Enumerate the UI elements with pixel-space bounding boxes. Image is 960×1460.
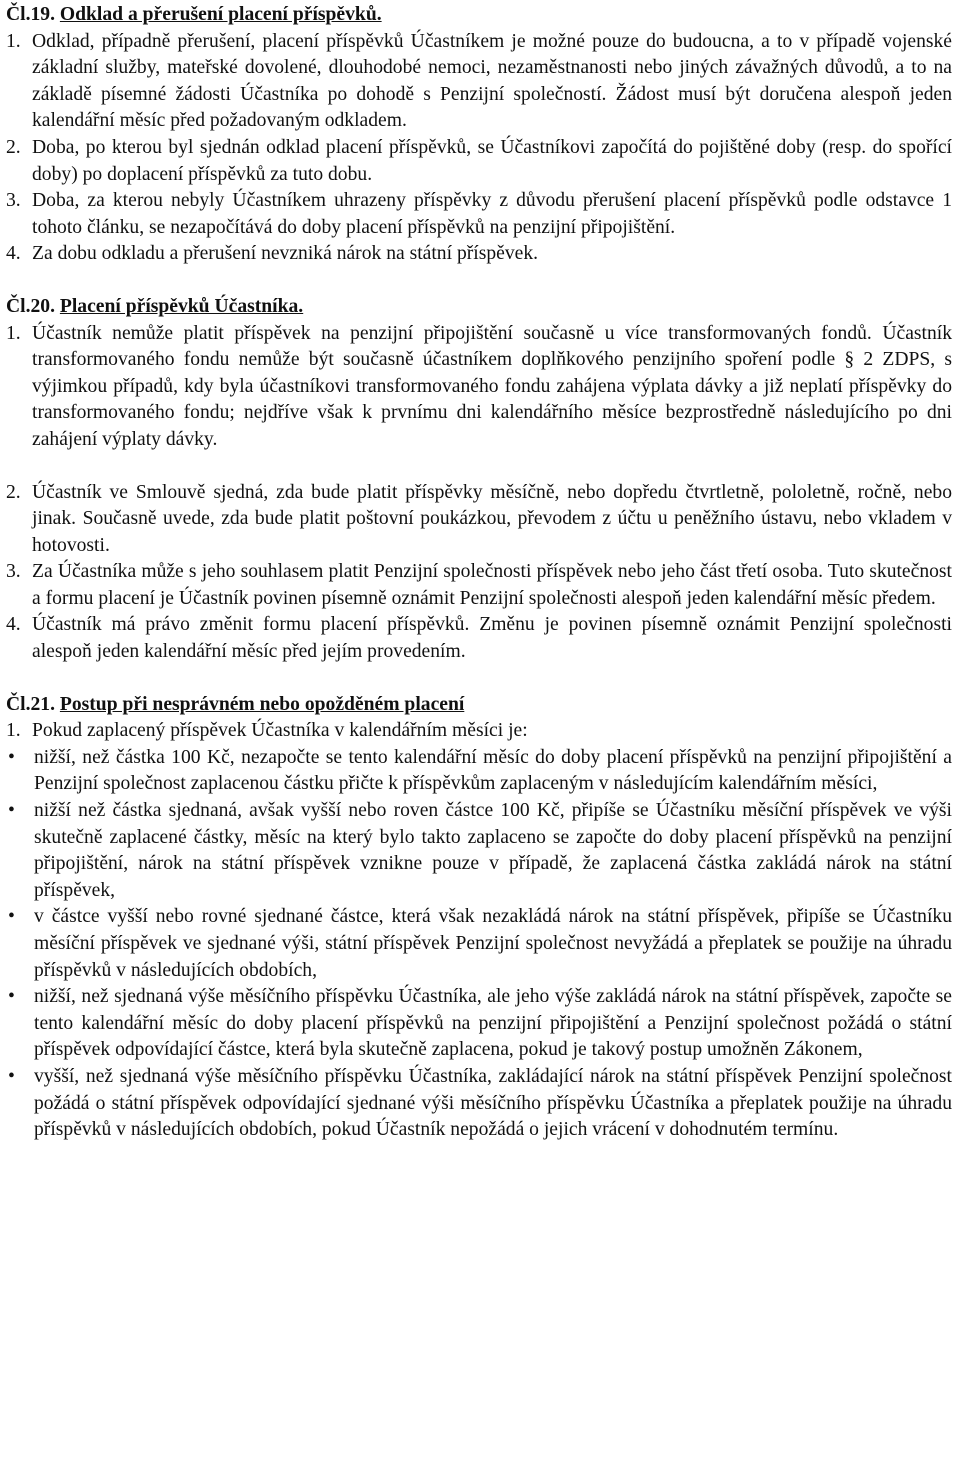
paragraph-number: 1. <box>6 720 21 742</box>
paragraph-text: Doba, za kterou nebyly Účastníkem uhrazeny příspěvky z důvodu přerušení placení příspěvků podle odstavce 1 tohoto článku, se nezapočítává do doby placení příspěvků na penzijní připojištění. <box>32 190 952 238</box>
paragraph <box>6 559 952 612</box>
paragraph <box>6 241 952 268</box>
article-title: Postup při nesprávném nebo opožděném placení <box>59 693 465 715</box>
list-item <box>6 745 952 798</box>
bullet-list <box>6 745 952 1144</box>
bullet-icon: • <box>8 986 15 1008</box>
paragraph-text: Pokud zaplacený příspěvek Účastníka v kalendářním měsíci je: <box>32 720 528 742</box>
paragraph-number: 4. <box>6 614 21 636</box>
article-19 <box>6 2 952 268</box>
bullet-icon: • <box>8 746 15 768</box>
bullet-icon: • <box>8 800 15 822</box>
paragraph-number: 3. <box>6 190 21 212</box>
list-item-text: nižší než částka sjednaná, avšak vyšší nebo roven částce 100 Kč, připíše se Účastníku měsíční příspěvek ve výši skutečně zaplacené částky, měsíc na který bylo takto zaplaceno se započte do doby placení příspěvků na penzijní připojištění, nárok na státní příspěvek vznikne pouze v případě, že zaplacená částka zakládá nárok na státní příspěvek, <box>34 800 952 901</box>
article-title: Odklad a přerušení placení příspěvků. <box>59 4 382 25</box>
paragraph-number: 3. <box>6 561 21 583</box>
paragraph-text: Účastník nemůže platit příspěvek na penzijní připojištění současně u více transformovaných fondů. Účastník transformovaného fondu nemůže být současně účastníkem doplňkového penzijního spoření podle § 2 ZDPS, s výjimkou případů, kdy byla účastníkovi transformovaného fondu zahájena výplata dávky a již neplatí příspěvky do transformovaného fondu; nejdříve však k prvnímu dni kalendářního měsíce bezprostředně následujícího po dni zahájení výplaty dávky. <box>32 322 952 450</box>
article-number: Čl.20. <box>6 295 55 317</box>
paragraph-text: Za dobu odkladu a přerušení nevzniká nárok na státní příspěvek. <box>32 243 539 265</box>
article-21 <box>6 692 952 1144</box>
list-item <box>6 1064 952 1144</box>
paragraph <box>6 29 952 135</box>
article-heading <box>6 294 952 321</box>
article-20 <box>6 294 952 666</box>
paragraph-text: Účastník má právo změnit formu placení příspěvků. Změnu je povinen písemně oznámit Penzijní společnosti alespoň jeden kalendářní měsíc před jejím provedením. <box>32 614 952 663</box>
paragraph-number: 2. <box>6 136 21 158</box>
bullet-icon: • <box>8 906 15 928</box>
article-number: Čl.21. <box>6 693 55 715</box>
paragraph <box>6 612 952 665</box>
paragraph-number: 1. <box>6 322 21 344</box>
list-item-text: vyšší, než sjednaná výše měsíčního příspěvku Účastníka, zakládající nárok na státní příspěvek Penzijní společnost požádá o státní příspěvek odpovídající sjednané výši měsíčního příspěvku Účastníka a přeplatek použije na úhradu příspěvků v následujících obdobích, pokud Účastník nepožádá o jejich vrácení v dohodnutém termínu. <box>34 1065 952 1141</box>
list-item-text: nižší, než částka 100 Kč, nezapočte se tento kalendářní měsíc do doby placení příspěvků na penzijní připojištění a Penzijní společnost zaplacenou částku přičte k příspěvkům zaplaceným v následujícím kalendářním měsíci, <box>34 746 952 795</box>
paragraph <box>6 321 952 454</box>
paragraph-text: Odklad, případně přerušení, placení příspěvků Účastníkem je možné pouze do budoucna, a to v případě vojenské základní služby, mateřské dovolené, dlouhodobé nemoci, nezaměstnanosti nebo jiných závažných důvodů, a to na základě písemné žádosti Účastníka po dohodě s Penzijní společností. Žádost musí být doručena alespoň jeden kalendářní měsíc před požadovaným odkladem. <box>32 30 952 132</box>
paragraph-number: 2. <box>6 481 21 503</box>
paragraph-number: 4. <box>6 243 21 265</box>
paragraph-number: 1. <box>6 30 21 52</box>
bullet-icon: • <box>8 1065 15 1087</box>
paragraph <box>6 188 952 241</box>
paragraph <box>6 718 952 745</box>
list-item <box>6 984 952 1064</box>
article-heading <box>6 692 952 719</box>
paragraph-text: Účastník ve Smlouvě sjedná, zda bude platit příspěvky měsíčně, nebo dopředu čtvrtletně, pololetně, ročně, nebo jinak. Současně uvede, zda bude platit poštovní poukázkou, převodem z účtu u peněžního ústavu, nebo vkladem v hotovosti. <box>32 481 952 556</box>
paragraph <box>6 480 952 560</box>
article-number: Čl.19. <box>6 4 55 25</box>
list-item <box>6 904 952 984</box>
list-item <box>6 798 952 904</box>
article-heading <box>6 2 952 29</box>
list-item-text: nižší, než sjednaná výše měsíčního příspěvku Účastníka, ale jeho výše zakládá nárok na státní příspěvek, započte se tento kalendářní měsíc do doby placení příspěvků na penzijní připojištění a Penzijní společnost požádá o státní příspěvek odpovídající částce, která byla skutečně zaplacena, pokud je takový postup umožněn Zákonem, <box>34 986 952 1061</box>
paragraph-text: Doba, po kterou byl sjednán odklad placení příspěvků, se Účastníkovi započítá do pojištěné doby (resp. do spořící doby) po doplacení příspěvků za tuto dobu. <box>32 136 952 185</box>
article-title: Placení příspěvků Účastníka. <box>59 295 304 317</box>
list-item-text: v částce vyšší nebo rovné sjednané částce, která však nezakládá nárok na státní příspěvek, připíše se Účastníku měsíční příspěvek ve sjednané výši, státní příspěvek Penzijní společnost nevyžádá a přeplatek se použije na úhradu příspěvků v následujících obdobích, <box>34 906 952 981</box>
paragraph-text: Za Účastníka může s jeho souhlasem platit Penzijní společnosti příspěvek nebo jeho část třetí osoba. Tuto skutečnost a formu placení je Účastník povinen písemně oznámit Penzijní společnosti alespoň jeden kalendářní měsíc předem. <box>32 561 952 609</box>
paragraph <box>6 135 952 188</box>
